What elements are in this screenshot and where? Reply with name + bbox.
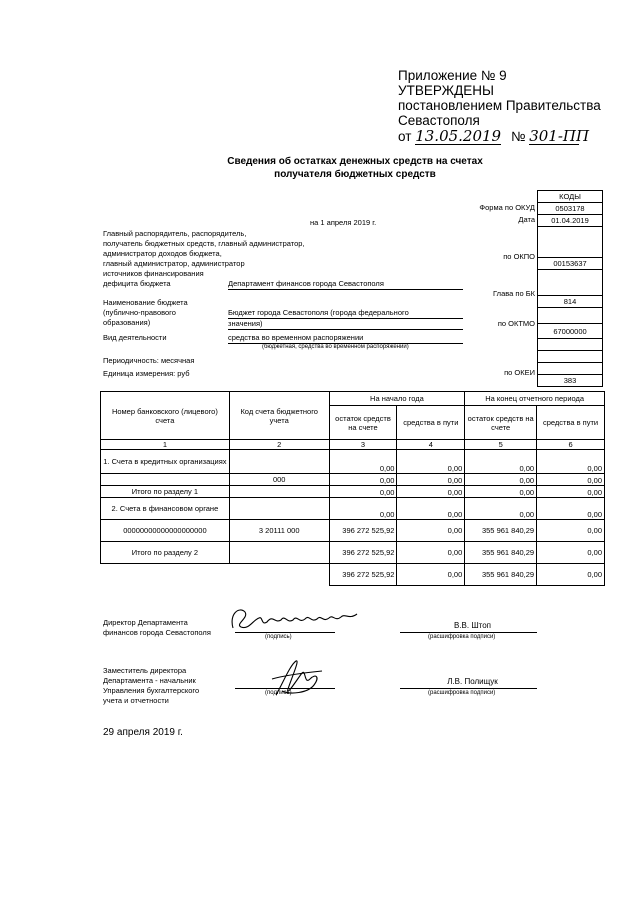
activity-hint: (бюджетная, средства во временном распоряжении) (262, 344, 409, 350)
deputy-decode-hint: (расшифровка подписи) (428, 690, 496, 696)
header-code: Код счета бюджетного учета (229, 392, 329, 440)
okpo-label: по ОКПО (503, 252, 535, 261)
appendix-number: Приложение № 9 (398, 68, 507, 83)
table-row: 2. Счета в финансовом органе 0,00 0,00 0,00 0,00 (101, 498, 605, 520)
deputy-sign-line (235, 688, 335, 689)
document-title (175, 155, 535, 181)
deputy-name: Л.В. Полищук (447, 677, 498, 686)
activity-label: Вид деятельности (103, 333, 167, 342)
deputy-decode-line (400, 688, 537, 689)
budget-value: Бюджет города Севастополя (города федерального значения) (228, 308, 463, 330)
approval-date: 13.05.2019 (415, 127, 502, 145)
table-row: 1. Счета в кредитных организациях 0,00 0,00 0,00 0,00 (101, 450, 605, 474)
date-code: 01.04.2019 (538, 215, 603, 227)
deputy-signature (262, 655, 332, 705)
header-end-transit: средства в пути (537, 406, 605, 440)
header-account: Номер банковского (лицевого) счета (101, 392, 230, 440)
approval-decree: постановлением Правительства (398, 98, 601, 113)
director-sign-hint: (подпись) (265, 634, 292, 640)
col-num: 3 (329, 440, 397, 450)
header-start-transit: средства в пути (397, 406, 465, 440)
activity-value: средства во временном распоряжении (228, 333, 463, 344)
director-sign-line (235, 632, 335, 633)
title-line-1: Сведения об остатках денежных средств на счетах (227, 156, 483, 167)
signature-date: 29 апреля 2019 г. (103, 727, 183, 738)
header-start-balance: остаток средств на счете (329, 406, 397, 440)
okei-label: по ОКЕИ (504, 368, 535, 377)
number-label: № (510, 129, 526, 144)
header-end-balance: остаток средств на счете (465, 406, 537, 440)
col-num: 4 (397, 440, 465, 450)
oktmo-label: по ОКТМО (497, 319, 535, 328)
col-num: 2 (229, 440, 329, 450)
okud-label: Форма по ОКУД (479, 203, 535, 212)
deputy-title: Заместитель директора Департамента - начальник Управления бухгалтерского учета и отчетности (103, 666, 200, 705)
table-row: 000 0,00 0,00 0,00 0,00 (101, 474, 605, 486)
okpo-code: 00153637 (538, 258, 603, 270)
bk-label: Глава по БК (493, 289, 535, 298)
column-numbers-row (101, 440, 605, 450)
admin-label: Главный распорядитель, распорядитель, получатель бюджетных средств, главный администратор, администратор доходов бюджета, главный администратор, администратор источников финансирования дефицита бюджета (103, 229, 305, 288)
date-label: Дата (518, 215, 535, 224)
balances-table (100, 391, 605, 586)
okei-code: 383 (538, 375, 603, 387)
codes-table (537, 190, 603, 387)
approved-label: УТВЕРЖДЕНЫ (398, 83, 494, 98)
approval-block (398, 68, 601, 145)
director-decode-line (400, 632, 537, 633)
approval-date-line (398, 129, 601, 145)
title-line-2: получателя бюджетных средств (274, 169, 436, 180)
director-name: В.В. Штоп (453, 621, 492, 630)
report-date: на 1 апреля 2019 г. (310, 218, 377, 227)
oktmo-code: 67000000 (538, 324, 603, 339)
col-num: 5 (465, 440, 537, 450)
unit-of-measure: Единица измерения: руб (103, 369, 190, 378)
header-start: На начало года (329, 392, 465, 406)
codes-header: КОДЫ (538, 191, 603, 203)
director-title: Директор Департамента финансов города Севастополя (103, 618, 211, 637)
okud-code: 0503178 (538, 203, 603, 215)
bk-code: 814 (538, 296, 603, 308)
admin-value: Департамент финансов города Севастополя (228, 279, 463, 290)
deputy-sign-hint: (подпись) (265, 690, 292, 696)
approval-number: 301-ПП (529, 127, 590, 145)
table-row: 00000000000000000000 3 20111 000 396 272 525,92 0,00 355 961 840,29 0,00 (101, 520, 605, 542)
from-label: от (398, 129, 412, 144)
periodicity: Периодичность: месячная (103, 356, 195, 365)
col-num: 6 (537, 440, 605, 450)
approval-authority: Севастополя (398, 113, 480, 128)
table-row: Итого по разделу 1 0,00 0,00 0,00 0,00 (101, 486, 605, 498)
director-decode-hint: (расшифровка подписи) (428, 634, 496, 640)
col-num: 1 (101, 440, 230, 450)
header-end: На конец отчетного периода (465, 392, 605, 406)
table-row: Итого по разделу 2 396 272 525,92 0,00 355 961 840,29 0,00 (101, 542, 605, 564)
budget-label: Наименование бюджета (публично-правового образования) (103, 298, 188, 327)
table-row-total: 396 272 525,92 0,00 355 961 840,29 0,00 (101, 564, 605, 586)
director-signature (225, 600, 375, 634)
